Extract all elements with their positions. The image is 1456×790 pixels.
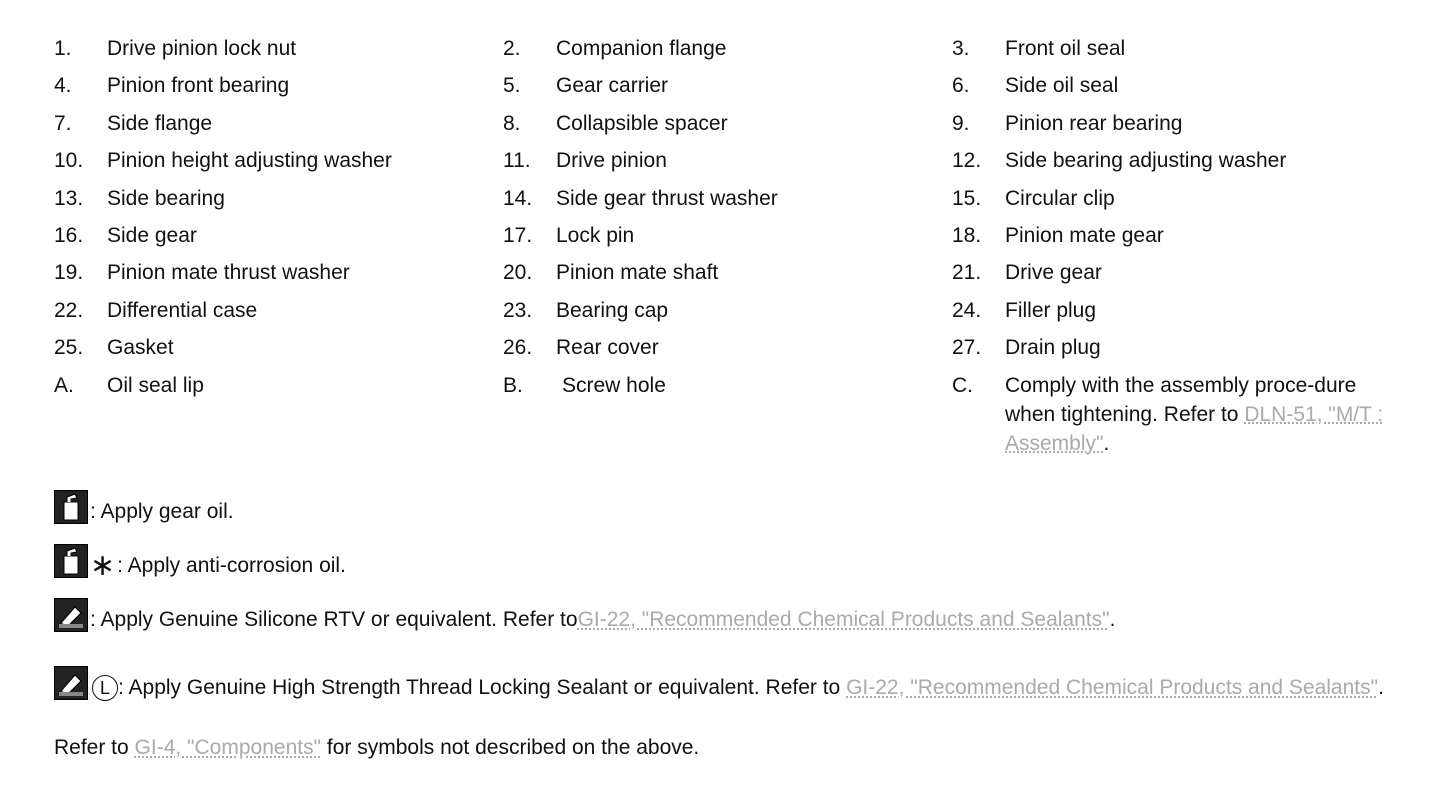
- sealant-tube-icon: [54, 598, 88, 632]
- legend-item: 3. Front oil seal: [952, 37, 1126, 60]
- legend-item: 26. Rear cover: [503, 336, 659, 360]
- legend-item: 14. Side gear thrust washer: [503, 186, 778, 210]
- legend-item: 20. Pinion mate shaft: [503, 261, 719, 285]
- gear-oil-note: : Apply gear oil.: [54, 490, 234, 524]
- symbols-reference: Refer to GI-4, "Components" for symbols not described on the above.: [54, 736, 700, 759]
- parts-legend: [54, 30, 1414, 458]
- legend-item: 2. Companion flange: [503, 37, 727, 60]
- oil-can-icon: [54, 490, 88, 524]
- legend-item: 23. Bearing cap: [503, 298, 669, 322]
- legend-item: 11. Drive pinion: [503, 149, 667, 173]
- legend-item: 4. Pinion front bearing: [54, 74, 290, 98]
- gi-4-components-link[interactable]: GI-4, "Components": [134, 736, 322, 759]
- legend-item: 6. Side oil seal: [952, 74, 1119, 98]
- dln-51-assembly-link[interactable]: DLN-51, "M/T : Assembly": [1005, 402, 1384, 455]
- legend-item: 18. Pinion mate gear: [952, 223, 1164, 247]
- legend-item: 19. Pinion mate thrust washer: [54, 261, 350, 285]
- legend-item: 27. Drain plug: [952, 336, 1101, 360]
- legend-item: 25. Gasket: [54, 336, 174, 360]
- legend-item: 13. Side bearing: [54, 186, 225, 210]
- legend-item: 24. Filler plug: [952, 298, 1097, 322]
- asterisk-icon: ∗: [90, 549, 116, 582]
- legend-item: 16. Side gear: [54, 223, 197, 247]
- thread-locking-note: L : Apply Genuine High Strength Thread Locking Sealant or equivalent. Refer to GI-22, "Recommended Chemical Products and Sealants".: [54, 666, 1394, 705]
- oil-can-icon: [54, 544, 88, 578]
- legend-item: 21. Drive gear: [952, 261, 1102, 285]
- locking-symbol-icon: L: [92, 675, 118, 701]
- legend-item: 9. Pinion rear bearing: [952, 111, 1183, 135]
- legend-item-c: C. Comply with the assembly proce-dure when tightening. Refer to DLN-51, "M/T : Assembly".: [952, 373, 1384, 455]
- legend-item: 17. Lock pin: [503, 223, 635, 247]
- legend-item: B. Screw hole: [503, 373, 666, 397]
- legend-item: 8. Collapsible spacer: [503, 111, 728, 135]
- sealant-tube-icon: [54, 666, 88, 700]
- legend-item: 22. Differential case: [54, 298, 258, 322]
- legend-item: A. Oil seal lip: [54, 373, 204, 397]
- anti-corrosion-note: ∗ : Apply anti-corrosion oil.: [54, 544, 346, 578]
- item-c-text: Comply with the assembly proce-dure when tightening. Refer to: [1005, 373, 1357, 426]
- legend-item: 1. Drive pinion lock nut: [54, 37, 297, 60]
- legend-item: 5. Gear carrier: [503, 74, 669, 98]
- legend-item: 10. Pinion height adjusting washer: [54, 149, 392, 173]
- gi-22-sealants-link[interactable]: GI-22, "Recommended Chemical Products and Sealants": [577, 608, 1110, 631]
- legend-item: 12. Side bearing adjusting washer: [952, 149, 1287, 173]
- silicone-note: : Apply Genuine Silicone RTV or equivalent. Refer to GI-22, "Recommended Chemical Products and Sealants" .: [54, 598, 1115, 632]
- legend-item: 15. Circular clip: [952, 186, 1115, 210]
- legend-item: 7. Side flange: [54, 111, 213, 135]
- gi-22-sealants-link-2[interactable]: GI-22, "Recommended Chemical Products and Sealants": [846, 676, 1379, 699]
